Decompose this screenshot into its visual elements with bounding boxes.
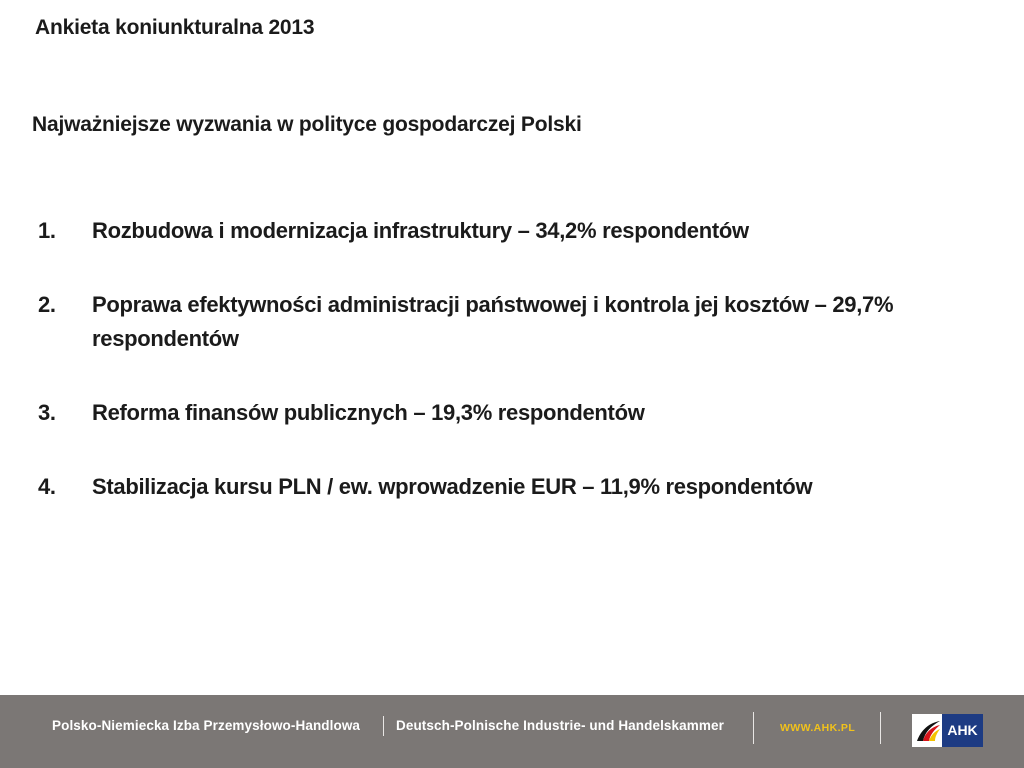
list-item-text: Rozbudowa i modernizacja infrastruktury – 34,2% respondentów <box>92 218 749 243</box>
list-item-number: 3. <box>38 400 56 425</box>
list-item-text: Stabilizacja kursu PLN / ew. wprowadzenie EUR – 11,9% respondentów <box>92 474 813 499</box>
list-item-number: 4. <box>38 474 56 499</box>
website-link[interactable]: WWW.AHK.PL <box>780 722 856 734</box>
flag-swoosh-icon <box>915 717 942 744</box>
footer-org-polish: Polsko-Niemiecka Izba Przemysłowo-Handlowa <box>52 718 361 733</box>
list-item <box>38 214 968 248</box>
footer-divider <box>753 712 754 744</box>
list-item <box>38 470 968 504</box>
page-title: Ankieta koniunkturalna 2013 <box>35 16 315 39</box>
list-item <box>38 288 968 356</box>
footer-divider <box>383 716 384 736</box>
ahk-logo <box>912 714 983 747</box>
logo-text: AHK <box>942 714 983 747</box>
section-heading: Najważniejsze wyzwania w polityce gospodarczej Polski <box>32 113 582 136</box>
list-item-number: 1. <box>38 218 56 243</box>
list-item <box>38 396 968 430</box>
challenges-list <box>38 214 968 544</box>
list-item-text: Poprawa efektywności administracji państwowej i kontrola jej kosztów – 29,7% respondentów <box>92 292 894 351</box>
list-item-text: Reforma finansów publicznych – 19,3% respondentów <box>92 400 645 425</box>
list-item-number: 2. <box>38 292 56 317</box>
footer-divider <box>880 712 881 744</box>
footer-org-german: Deutsch-Polnische Industrie- und Handelskammer <box>396 718 724 733</box>
footer-bar <box>0 695 1024 768</box>
